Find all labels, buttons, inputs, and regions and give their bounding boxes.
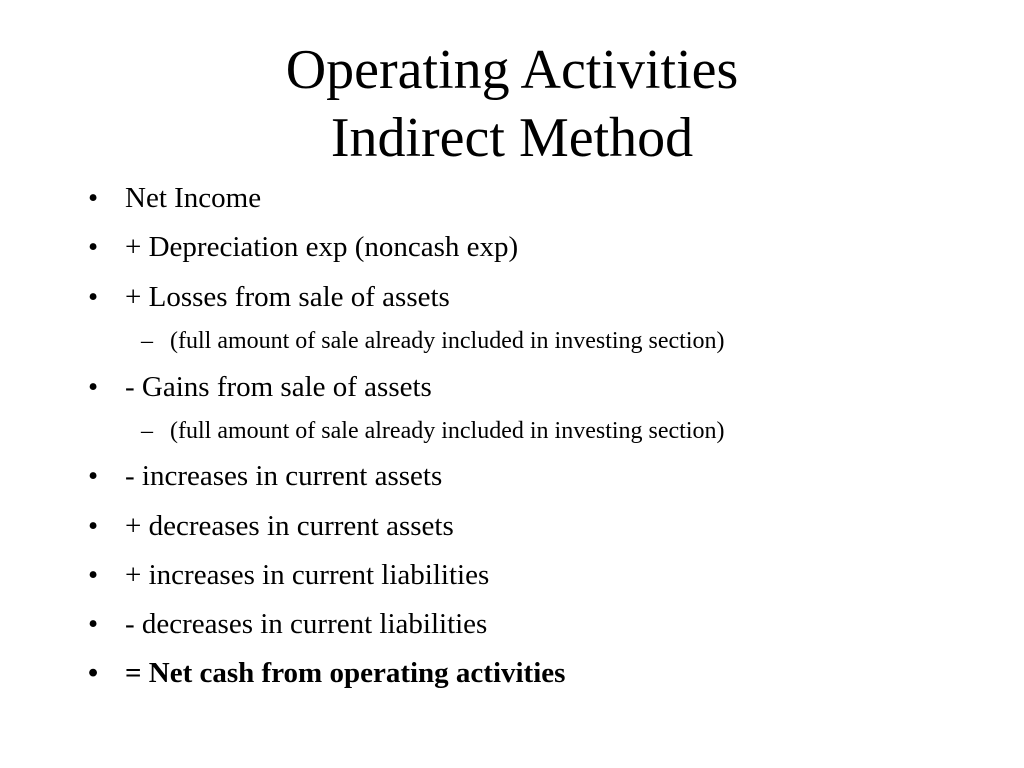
bullet-icon: • bbox=[88, 608, 99, 640]
bullet-icon: • bbox=[88, 281, 99, 313]
bullet-icon: • bbox=[88, 371, 99, 403]
list-item-text: + increases in current liabilities bbox=[125, 559, 490, 591]
list-item-text: + Losses from sale of assets bbox=[125, 281, 450, 313]
list-item-text: = Net cash from operating activities bbox=[125, 657, 566, 689]
list-item-text: + decreases in current assets bbox=[125, 510, 454, 542]
bullet-icon: • bbox=[88, 182, 99, 214]
bullet-icon: • bbox=[88, 460, 99, 492]
bullet-icon: • bbox=[88, 510, 99, 542]
sub-list-item-text: (full amount of sale already included in investing section) bbox=[170, 418, 725, 444]
dash-icon: – bbox=[141, 418, 153, 444]
list-item-text: - decreases in current liabilities bbox=[125, 608, 488, 640]
list-item-text: - Gains from sale of assets bbox=[125, 371, 432, 403]
bullet-icon: • bbox=[88, 231, 99, 263]
title-line-1: Operating Activities bbox=[285, 39, 739, 101]
list-item-text: Net Income bbox=[125, 182, 262, 214]
bullet-icon: • bbox=[88, 657, 99, 689]
list-item-text: + Depreciation exp (noncash exp) bbox=[125, 231, 519, 263]
sub-list-item-text: (full amount of sale already included in investing section) bbox=[170, 328, 725, 354]
list-item-text: - increases in current assets bbox=[125, 460, 443, 492]
title-line-2: Indirect Method bbox=[330, 107, 694, 169]
bullet-icon: • bbox=[88, 559, 99, 591]
dash-icon: – bbox=[141, 328, 153, 354]
